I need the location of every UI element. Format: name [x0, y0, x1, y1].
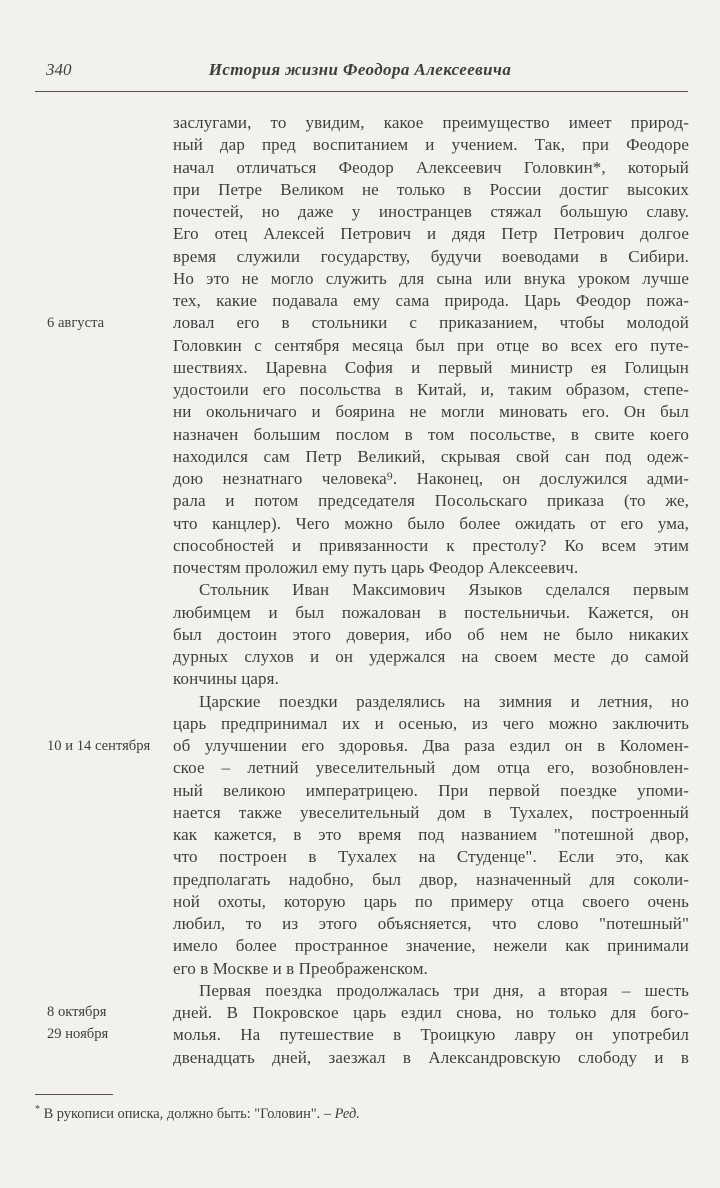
- text-line: заслугами, то увидим, какое преимущество имеет природ-: [173, 113, 689, 132]
- paragraph: [173, 112, 689, 579]
- header-rule: [35, 91, 688, 92]
- margin-date-note: 10 и 14 сентября: [47, 738, 151, 754]
- text-line: нается также увеселительный дом в Тухалех, построенный: [173, 802, 689, 822]
- page-number: 340: [46, 60, 72, 79]
- paragraph: [173, 691, 689, 980]
- margin-date-note: 8 октября: [47, 1004, 107, 1020]
- text-line: находился сам Петр Великий, скрывая свой сан под одеж-: [173, 446, 689, 466]
- footnote-text: В рукописи описка, должно быть: "Головин". –: [40, 1105, 335, 1122]
- text-line: шествиях. Царевна София и первый министр ея Голицын: [173, 357, 689, 377]
- text-line: его в Москве и в Преображенском.: [173, 958, 428, 978]
- text-line: Первая поездка продолжалась три дня, а вторая – шесть: [199, 980, 689, 1000]
- text-line: ское – летний увеселительный дом отца его, возобновлен-: [173, 758, 689, 778]
- text-line: что канцлер). Чего можно было более ожидать от его ума,: [173, 513, 689, 533]
- text-line: Царские поездки разделялись на зимния и летния, но: [199, 691, 689, 711]
- text-line: кончины царя.: [173, 669, 279, 689]
- text-line: ной охоты, которую царь по примеру отца своего очень: [173, 891, 689, 911]
- text-line: был достоин этого доверия, ибо об нем не было никаких: [173, 624, 689, 644]
- text-line: назначен большим послом в том посольстве, в свите коего: [173, 424, 689, 444]
- text-line: ный дар пред воспитанием и учением. Так, при Феодоре: [173, 135, 689, 155]
- running-title: История жизни Феодора Алексеевича: [208, 60, 512, 79]
- text-line: молья. На путешествие в Троицкую лавру он употребил: [173, 1025, 689, 1045]
- text-line: способностей и привязанности к престолу? Ко всем этим: [173, 535, 689, 555]
- text-line: при Петре Великом не только в России достиг высоких: [173, 179, 689, 199]
- body-text: [173, 112, 689, 1069]
- text-line: Стольник Иван Максимович Языков сделался первым: [199, 580, 689, 600]
- text-line: об улучшении его здоровья. Два раза ездил он в Коломен-: [173, 736, 689, 755]
- text-line: предполагать надобно, был двор, назначенный для соколи-: [173, 869, 689, 889]
- text-line: удостоили его посольства в Китай, и, таким образом, степе-: [173, 380, 689, 399]
- footnote-marker: *: [35, 1104, 40, 1115]
- text-line: ни окольничаго и боярина не могли миновать его. Он был: [173, 402, 689, 422]
- footnote-editor: Ред.: [334, 1105, 360, 1122]
- text-line: начал отличаться Феодор Алексеевич Головкин*, который: [173, 157, 689, 177]
- text-line: время служили государству, будучи воеводами в Сибири.: [173, 246, 689, 266]
- text-line: Головкин с сентября месяца был при отце во всех его путе-: [173, 335, 689, 355]
- text-line: дою незнатнаго человека⁹. Наконец, он дослужился адми-: [173, 469, 689, 488]
- footnote: [35, 1101, 595, 1123]
- paragraph: [173, 980, 689, 1069]
- margin-date-note: 29 ноября: [47, 1026, 109, 1042]
- footnote-rule: [35, 1094, 113, 1095]
- text-line: тех, какие подавала ему сама природа. Царь Феодор пожа-: [173, 291, 689, 310]
- text-line: Но это не могло служить для сына или внука уроком лучше: [173, 268, 689, 288]
- margin-date-note: 6 августа: [47, 315, 105, 331]
- text-line: имело более пространное значение, нежели как принимали: [173, 936, 689, 956]
- text-line: ловал его в стольники с приказанием, чтобы молодой: [173, 313, 689, 333]
- text-line: дурных слухов и он удержался на своем месте до самой: [173, 647, 689, 666]
- text-line: как кажется, в это время под названием "потешной двор,: [173, 825, 689, 844]
- text-line: дней. В Покровское царь ездил снова, но только для бого-: [173, 1003, 689, 1022]
- text-line: Его отец Алексей Петрович и дядя Петр Петрович долгое: [173, 224, 689, 244]
- paragraph: [173, 579, 689, 690]
- text-line: любимцем и был пожалован в постельничьи. Кажется, он: [173, 602, 689, 622]
- text-line: рала и потом председателя Посольскаго приказа (то же,: [173, 491, 689, 511]
- text-line: почестям проложил ему путь царь Феодор Алексеевич.: [173, 558, 579, 577]
- text-line: что построен в Тухалех на Студенце". Если это, как: [173, 847, 689, 867]
- text-line: почестей, но даже у иностранцев стяжал большую славу.: [173, 202, 689, 221]
- text-line: двенадцать дней, заезжал в Александровскую слободу и в: [173, 1047, 689, 1067]
- text-line: царь предпринимал их и осенью, из чего можно заключить: [173, 713, 689, 733]
- text-line: ный великою императрицею. При первой поездке упоми-: [173, 780, 689, 800]
- text-line: любил, то из этого объясняется, что слово "потешный": [173, 914, 689, 933]
